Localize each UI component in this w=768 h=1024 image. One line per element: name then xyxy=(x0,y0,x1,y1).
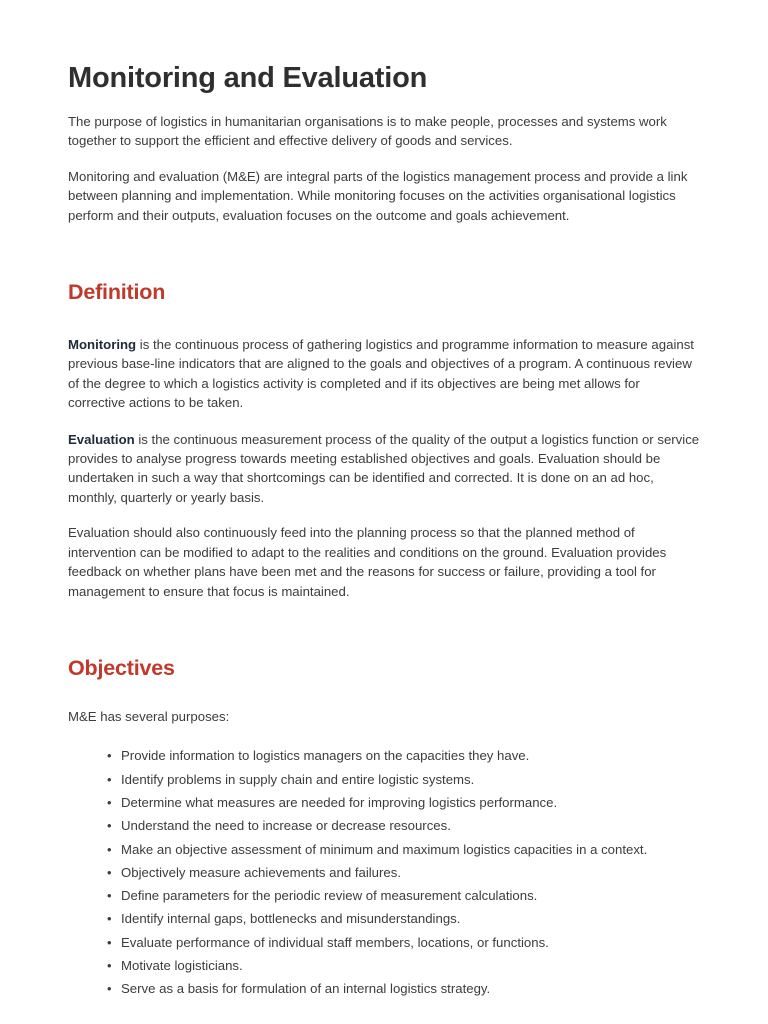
list-item-text: Evaluate performance of individual staff members, locations, or functions. xyxy=(121,934,549,950)
purposes-intro: M&E has several purposes: xyxy=(68,708,230,724)
list-item xyxy=(107,744,700,767)
bullet-icon: • xyxy=(107,841,112,857)
bullet-icon: • xyxy=(107,748,112,764)
objectives-heading: Objectives xyxy=(68,655,175,680)
list-item-text: Objectively measure achievements and failures. xyxy=(121,864,402,880)
evaluation-feed-paragraph: Evaluation should also continuously feed into the planning process so that the planned method of intervention can be modified to adapt to the realities and conditions on the ground. Evaluation provides feedback on whether plans have been met and the reasons for success or failure, providing a tool for management to ensure that focus is maintained. xyxy=(68,525,667,599)
list-item-text: Determine what measures are needed for improving logistics performance. xyxy=(121,794,558,810)
bullet-icon: • xyxy=(107,864,112,880)
list-item-text: Define parameters for the periodic review of measurement calculations. xyxy=(121,888,538,904)
evaluation-definition xyxy=(68,430,700,508)
bullet-icon: • xyxy=(107,888,112,904)
objectives-list xyxy=(68,744,700,1000)
monitoring-definition xyxy=(68,335,700,413)
page-title: Monitoring and Evaluation xyxy=(68,62,428,94)
list-item xyxy=(107,838,700,861)
bullet-icon: • xyxy=(107,771,112,787)
evaluation-definition-text: is the continuous measurement process of the quality of the output a logistics function or service provides to analyse progress towards meeting established objectives and goals. Evaluation should be undertaken in such a way that shortcomings can be identified and corrected. It is done on an ad hoc, monthly, quarterly or yearly basis. xyxy=(68,431,700,505)
bullet-icon: • xyxy=(107,981,112,997)
list-item-text: Understand the need to increase or decrease resources. xyxy=(121,818,451,834)
bullet-icon: • xyxy=(107,957,112,973)
bullet-icon: • xyxy=(107,934,112,950)
list-item-text: Identify internal gaps, bottlenecks and misunderstandings. xyxy=(121,911,461,927)
intro-paragraph-me: Monitoring and evaluation (M&E) are integral parts of the logistics management process and provide a link between planning and implementation. While monitoring focuses on the activities organisational logistics perform and their outputs, evaluation focuses on the outcome and goals achievement. xyxy=(68,168,688,223)
list-item xyxy=(107,768,700,791)
list-item xyxy=(107,791,700,814)
list-item-text: Motivate logisticians. xyxy=(121,957,243,973)
list-item-text: Serve as a basis for formulation of an internal logistics strategy. xyxy=(121,981,491,997)
list-item-text: Identify problems in supply chain and entire logistic systems. xyxy=(121,771,475,787)
bullet-icon: • xyxy=(107,818,112,834)
bullet-icon: • xyxy=(107,911,112,927)
list-item xyxy=(107,977,700,1000)
monitoring-term: Monitoring xyxy=(68,337,137,353)
list-item xyxy=(107,907,700,930)
evaluation-term: Evaluation xyxy=(68,431,135,447)
list-item xyxy=(107,884,700,907)
list-item-text: Make an objective assessment of minimum and maximum logistics capacities in a context. xyxy=(121,841,648,857)
list-item xyxy=(107,931,700,954)
intro-paragraph-purpose: The purpose of logistics in humanitarian organisations is to make people, processes and systems work together to support the efficient and effective delivery of goods and services. xyxy=(68,114,667,149)
monitoring-definition-text: is the continuous process of gathering logistics and programme information to measure against previous base-line indicators that are aligned to the goals and objectives of a program. A continuous review of the degree to which a logistics activity is completed and if its objectives are being met allows for corrective actions to be taken. xyxy=(68,337,694,411)
list-item xyxy=(107,814,700,837)
definition-heading: Definition xyxy=(68,280,166,305)
list-item xyxy=(107,861,700,884)
bullet-icon: • xyxy=(107,794,112,810)
list-item xyxy=(107,954,700,977)
list-item-text: Provide information to logistics managers on the capacities they have. xyxy=(121,748,530,764)
